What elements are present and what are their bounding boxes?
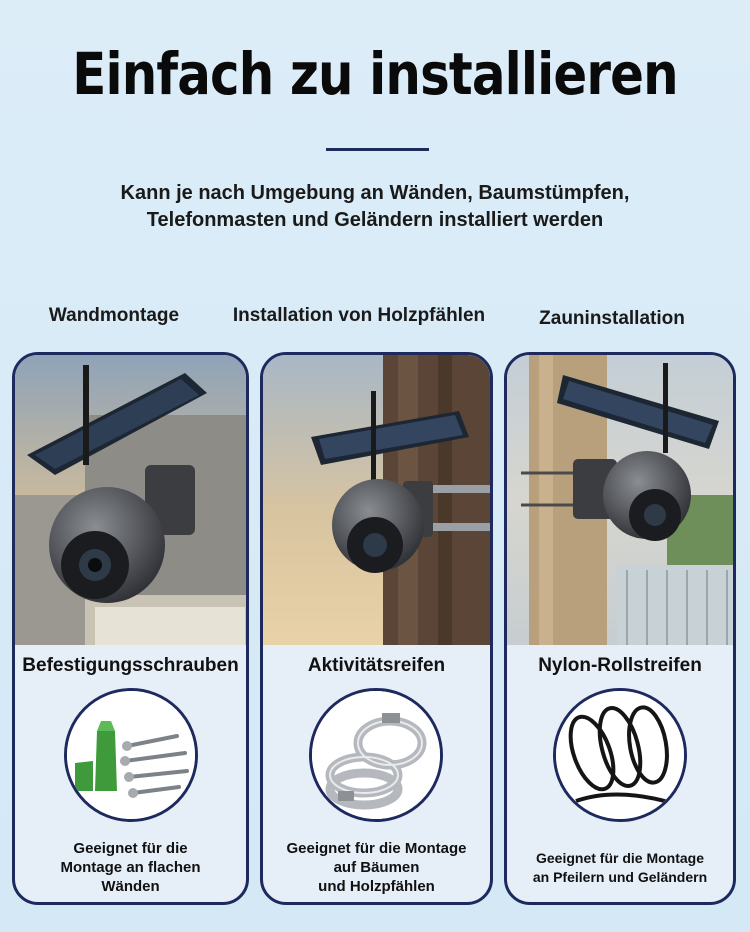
accessory-description-cable-ties [507,849,733,887]
title-divider [326,148,429,151]
description-line: Geeignet für die Montage [535,850,704,866]
camera-tree-photo [263,355,490,645]
accessory-description-screws [15,839,246,896]
column-label-wood-pole: Installation von Holzpfählen [232,305,486,326]
accessory-title-screws: Befestigungsschrauben [22,655,239,676]
description-line: auf Bäumen [333,859,420,876]
card-wall-mount [12,352,249,905]
card-fence [504,352,736,905]
cable-ties-image [553,688,687,822]
page-title: Einfach zu installieren [72,40,678,108]
description-line: an Pfeilern und Geländern [532,869,708,885]
subtitle-line-1: Kann je nach Umgebung an Wänden, Baumstümpfen, [120,182,630,204]
page-subtitle [0,180,750,234]
hose-clamps-image [309,688,443,822]
description-line: Geeignet für die [73,840,188,857]
camera-pole-photo [507,355,733,645]
card-wood-pole [260,352,493,905]
camera-wall-photo [15,355,246,645]
description-line: und Holzpfählen [318,878,435,895]
description-line: Wänden [101,878,160,895]
description-line: Geeignet für die Montage [286,840,467,857]
accessory-title-cable-ties: Nylon-Rollstreifen [538,655,702,676]
subtitle-line-2: Telefonmasten und Geländern installiert werden [146,209,604,231]
column-label-wall: Wandmontage [48,305,180,326]
screws-image [64,688,198,822]
column-label-fence: Zauninstallation [539,308,685,329]
description-line: Montage an flachen [60,859,201,876]
accessory-title-clamps: Aktivitätsreifen [307,655,446,676]
accessory-description-clamps [263,839,490,896]
